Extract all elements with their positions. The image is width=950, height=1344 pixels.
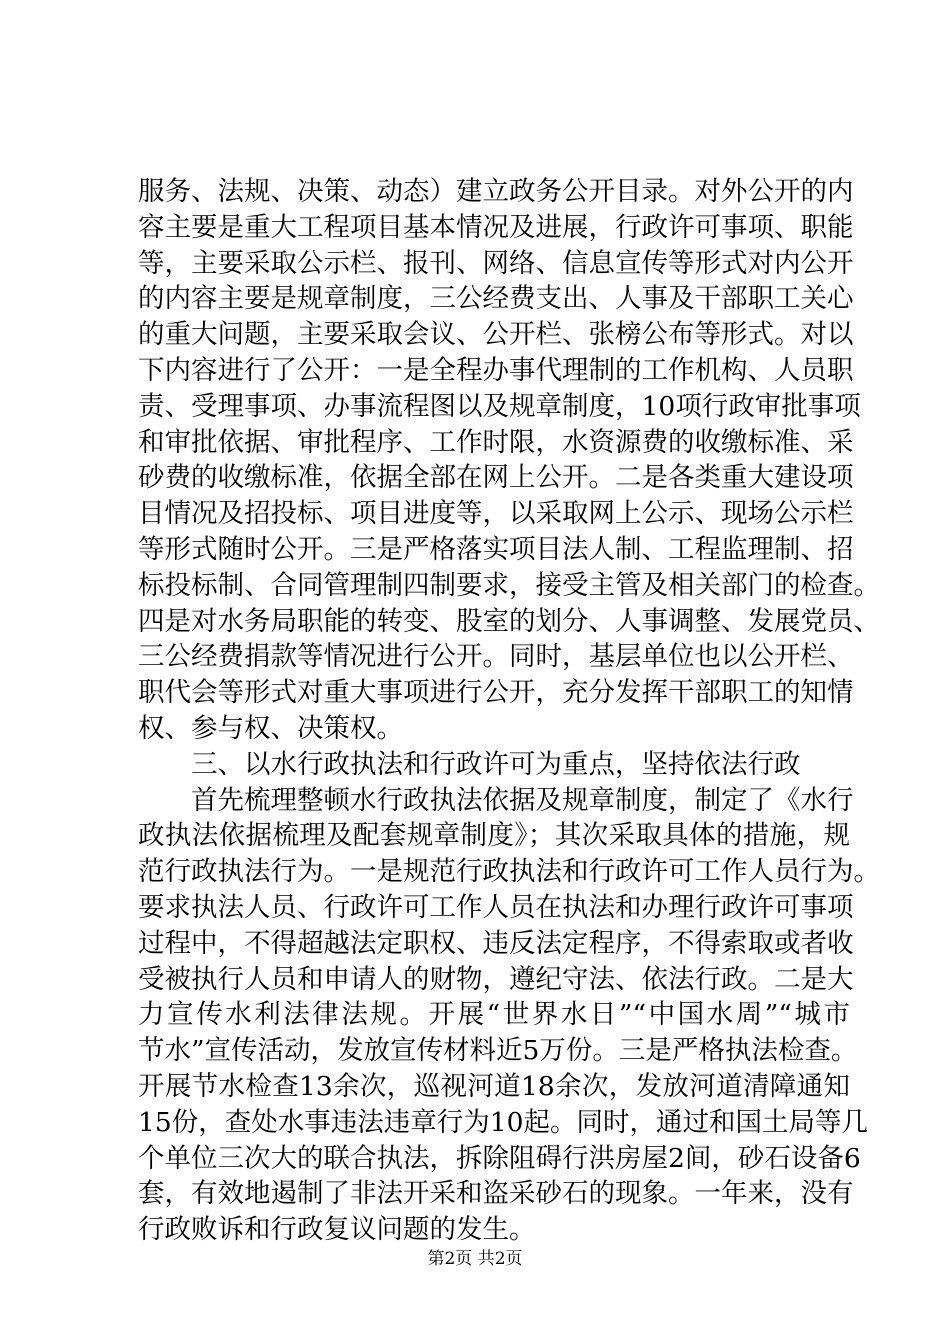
text-line: 四是对水务局职能的转变、股室的划分、人事调整、发展党员、: [138, 605, 880, 637]
text-line: 15份，查处水事违法违章行为10起。同时，通过和国土局等几: [138, 1106, 868, 1138]
text-line: 套，有效地遏制了非法开采和盗采砂石的现象。一年来，没有: [138, 1178, 854, 1210]
text-line: 要求执法人员、行政许可工作人员在执法和办理行政许可事项: [138, 891, 854, 923]
text-line: 职代会等形式对重大事项进行公开，充分发挥干部职工的知情: [138, 677, 854, 709]
text-line: 服务、法规、决策、动态）建立政务公开目录。对外公开的内: [138, 176, 854, 207]
text-line: 砂费的收缴标准，依据全部在网上公开。二是各类重大建设项: [138, 462, 854, 494]
text-line: 目情况及招投标、项目进度等，以采取网上公示、现场公示栏: [138, 498, 854, 530]
text-line: 个单位三次大的联合执法，拆除阻碍行洪房屋2间，砂石设备6: [138, 1142, 861, 1174]
text-line: 三、以水行政执法和行政许可为重点，坚持依法行政: [191, 748, 801, 780]
document-body: [138, 174, 880, 1248]
text-line: 下内容进行了公开：一是全程办事代理制的工作机构、人员职: [138, 354, 854, 386]
text-line: 权、参与权、决策权。: [138, 712, 403, 744]
text-line: 等形式随时公开。三是严格落实项目法人制、工程监理制、招: [138, 533, 854, 565]
text-line: 行政败诉和行政复议问题的发生。: [138, 1214, 536, 1246]
text-line: 责、受理事项、办事流程图以及规章制度，10项行政审批事项: [138, 390, 861, 422]
text-line: 标投标制、合同管理制四制要求，接受主管及相关部门的检查。: [138, 569, 880, 601]
text-line: 力宣传水利法律法规。开展“世界水日”“中国水周”“城市: [138, 999, 850, 1031]
text-line: 节水”宣传活动，发放宣传材料近5万份。三是严格执法检查。: [138, 1035, 858, 1067]
page-footer: 第2页 共2页: [427, 1249, 523, 1269]
text-line: 受被执行人员和申请人的财物，遵纪守法、依法行政。二是大: [138, 963, 854, 995]
text-line: 的内容主要是规章制度，三公经费支出、人事及干部职工关心: [138, 283, 854, 315]
text-line: 等，主要采取公示栏、报刊、网络、信息宣传等形式对内公开: [138, 247, 854, 279]
text-line: 和审批依据、审批程序、工作时限，水资源费的收缴标准、采: [138, 426, 854, 458]
text-line: 过程中，不得超越法定职权、违反法定程序，不得索取或者收: [138, 927, 854, 959]
text-line: 容主要是重大工程项目基本情况及进展，行政许可事项、职能: [138, 211, 854, 243]
text-line: 范行政执法行为。一是规范行政执法和行政许可工作人员行为。: [138, 856, 880, 888]
text-line: 三公经费捐款等情况进行公开。同时，基层单位也以公开栏、: [138, 641, 854, 673]
text-line: 政执法依据梳理及配套规章制度》；其次采取具体的措施，规: [138, 820, 850, 852]
text-line: 的重大问题，主要采取会议、公开栏、张榜公布等形式。对以: [138, 319, 854, 351]
text-line: 首先梳理整顿水行政执法依据及规章制度，制定了《水行: [191, 784, 854, 816]
text-line: 开展节水检查13余次，巡视河道18余次，发放河道清障通知: [138, 1070, 850, 1102]
